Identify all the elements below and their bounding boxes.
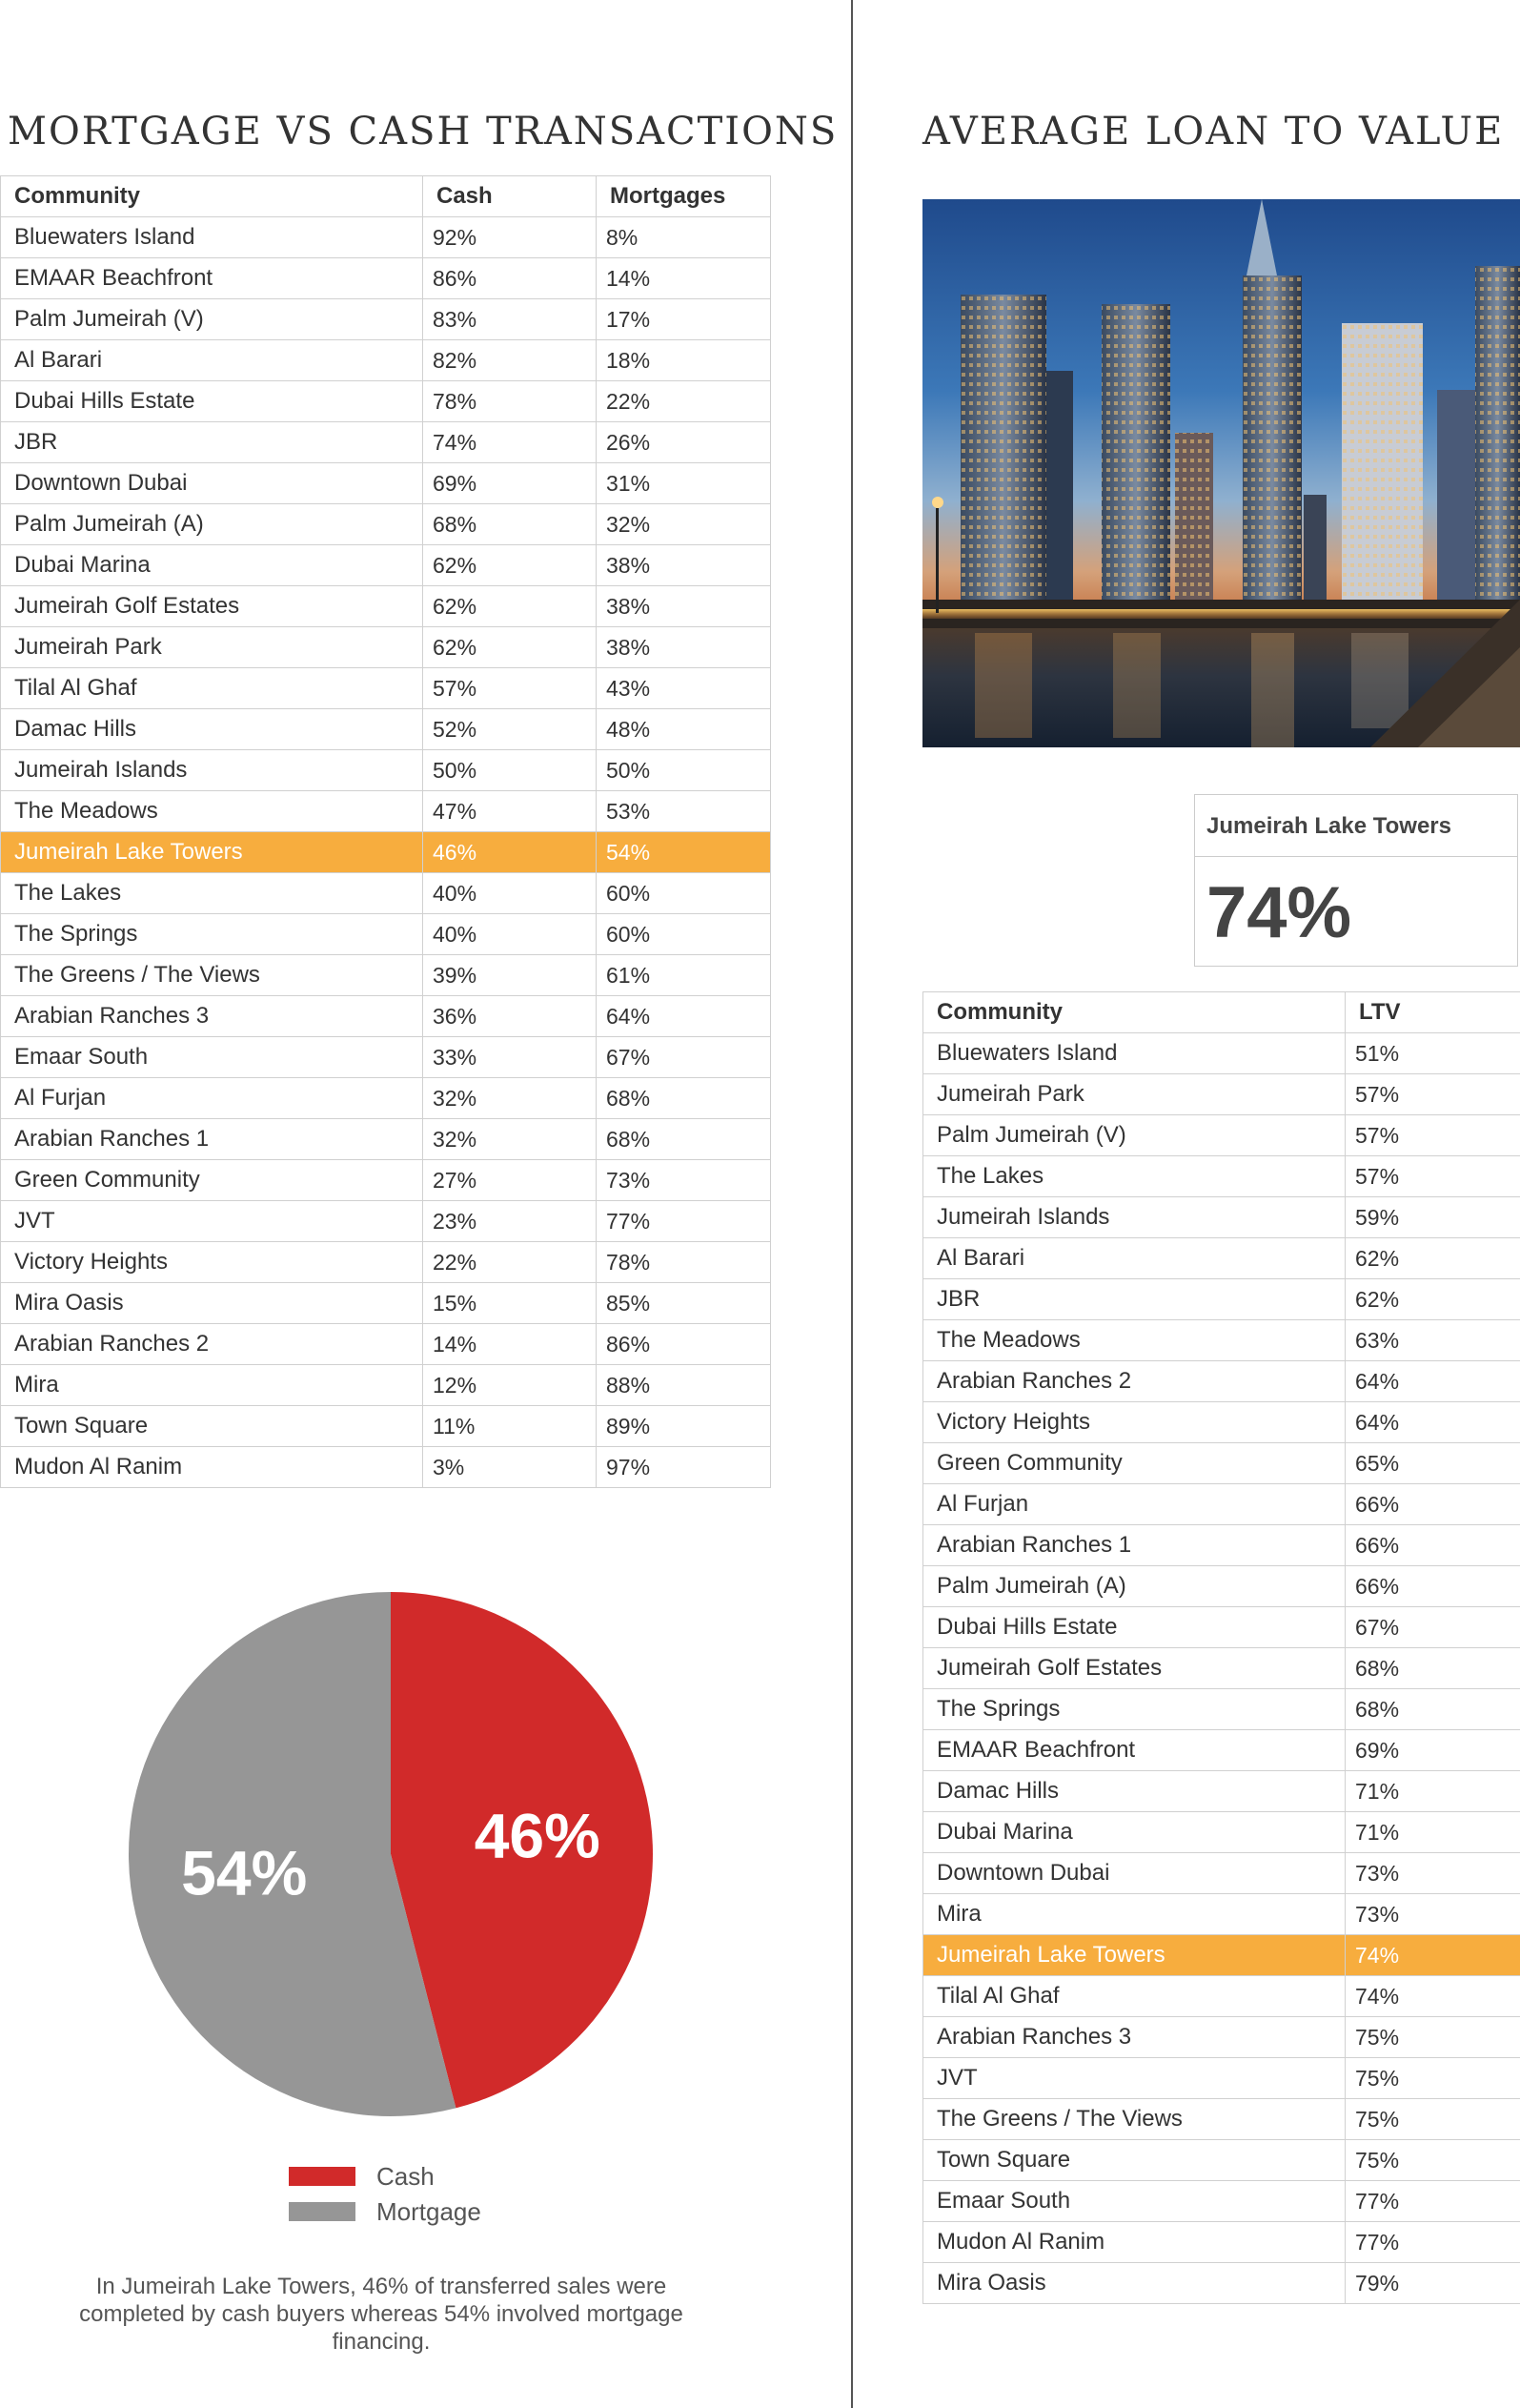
mortgages-cell: 73% [597, 1160, 771, 1201]
table-header-row [923, 992, 1520, 1033]
community-cell: Jumeirah Golf Estates [923, 1648, 1346, 1689]
ltv-cell: 79% [1346, 2263, 1520, 2304]
community-column-header: Community [923, 992, 1346, 1033]
table-row [1, 1324, 771, 1365]
mortgages-cell: 50% [597, 750, 771, 791]
table-row [923, 1320, 1520, 1361]
cash-cell: 27% [423, 1160, 597, 1201]
mortgages-cell: 48% [597, 709, 771, 750]
table-row [923, 1033, 1520, 1074]
table-row [923, 1197, 1520, 1238]
mortgages-cell: 17% [597, 299, 771, 340]
community-cell: The Meadows [923, 1320, 1346, 1361]
community-cell: Al Furjan [923, 1484, 1346, 1525]
mortgages-cell: 60% [597, 914, 771, 955]
community-cell: Victory Heights [1, 1242, 423, 1283]
table-row [923, 1648, 1520, 1689]
table-row [1, 1406, 771, 1447]
cash-cell: 78% [423, 381, 597, 422]
community-cell: Jumeirah Lake Towers [923, 1935, 1346, 1976]
ltv-cell: 57% [1346, 1115, 1520, 1156]
ltv-cell: 67% [1346, 1607, 1520, 1648]
table-row [1, 1037, 771, 1078]
ltv-cell: 66% [1346, 1525, 1520, 1566]
mortgages-cell: 60% [597, 873, 771, 914]
mortgages-cell: 54% [597, 832, 771, 873]
community-cell: The Lakes [923, 1156, 1346, 1197]
table-row-highlighted [1, 832, 771, 873]
table-row [923, 1443, 1520, 1484]
community-cell: JBR [923, 1279, 1346, 1320]
cash-vs-mortgage-pie-chart [124, 1587, 658, 2121]
table-row [923, 2140, 1520, 2181]
community-cell: The Lakes [1, 873, 423, 914]
ltv-column-header: LTV [1346, 992, 1520, 1033]
mortgages-cell: 67% [597, 1037, 771, 1078]
cash-cell: 32% [423, 1078, 597, 1119]
community-cell: Mira Oasis [923, 2263, 1346, 2304]
community-cell: Tilal Al Ghaf [923, 1976, 1346, 2017]
community-cell: Bluewaters Island [1, 217, 423, 258]
ltv-cell: 77% [1346, 2181, 1520, 2222]
cash-cell: 62% [423, 586, 597, 627]
community-cell: Palm Jumeirah (V) [1, 299, 423, 340]
ltv-highlight-card [1194, 794, 1518, 967]
mortgages-cell: 31% [597, 463, 771, 504]
ltv-cell: 69% [1346, 1730, 1520, 1771]
mortgages-cell: 64% [597, 996, 771, 1037]
community-cell: Green Community [923, 1443, 1346, 1484]
table-row [1, 463, 771, 504]
community-cell: Victory Heights [923, 1402, 1346, 1443]
ltv-cell: 51% [1346, 1033, 1520, 1074]
cash-cell: 62% [423, 545, 597, 586]
mortgages-cell: 43% [597, 668, 771, 709]
community-cell: The Greens / The Views [923, 2099, 1346, 2140]
ltv-cell: 71% [1346, 1771, 1520, 1812]
table-row [923, 1525, 1520, 1566]
cash-cell: 22% [423, 1242, 597, 1283]
mortgages-cell: 85% [597, 1283, 771, 1324]
highlight-ltv-value: 74% [1206, 872, 1352, 953]
community-cell: Arabian Ranches 1 [923, 1525, 1346, 1566]
mortgages-cell: 32% [597, 504, 771, 545]
ltv-cell: 75% [1346, 2099, 1520, 2140]
mortgages-cell: 53% [597, 791, 771, 832]
cash-cell: 62% [423, 627, 597, 668]
table-row [923, 1115, 1520, 1156]
cash-cell: 15% [423, 1283, 597, 1324]
ltv-cell: 75% [1346, 2058, 1520, 2099]
table-row [1, 750, 771, 791]
community-cell: Mira [923, 1894, 1346, 1935]
community-cell: Al Furjan [1, 1078, 423, 1119]
community-cell: Tilal Al Ghaf [1, 668, 423, 709]
community-cell: Mudon Al Ranim [923, 2222, 1346, 2263]
cash-cell: 40% [423, 914, 597, 955]
community-cell: Emaar South [1, 1037, 423, 1078]
cash-cell: 82% [423, 340, 597, 381]
table-row-highlighted [923, 1935, 1520, 1976]
community-cell: Town Square [1, 1406, 423, 1447]
cash-cell: 23% [423, 1201, 597, 1242]
table-row [923, 2099, 1520, 2140]
community-cell: JBR [1, 422, 423, 463]
community-cell: Palm Jumeirah (A) [1, 504, 423, 545]
table-row [923, 1894, 1520, 1935]
table-row [1, 1119, 771, 1160]
cash-cell: 46% [423, 832, 597, 873]
community-cell: Emaar South [923, 2181, 1346, 2222]
cash-cell: 14% [423, 1324, 597, 1365]
ltv-table [922, 991, 1520, 2304]
mortgages-cell: 78% [597, 1242, 771, 1283]
mortgages-cell: 22% [597, 381, 771, 422]
legend-cash-label: Cash [376, 2162, 435, 2191]
mortgages-cell: 26% [597, 422, 771, 463]
mortgages-cell: 61% [597, 955, 771, 996]
community-cell: EMAAR Beachfront [923, 1730, 1346, 1771]
ltv-cell: 75% [1346, 2140, 1520, 2181]
table-row [923, 1730, 1520, 1771]
mortgages-cell: 38% [597, 545, 771, 586]
table-row [923, 1156, 1520, 1197]
ltv-cell: 71% [1346, 1812, 1520, 1853]
cash-cell: 39% [423, 955, 597, 996]
table-row [923, 1566, 1520, 1607]
table-row [1, 1365, 771, 1406]
ltv-cell: 65% [1346, 1443, 1520, 1484]
mortgage-vs-cash-title: MORTGAGE VS CASH TRANSACTIONS [8, 110, 839, 153]
ltv-cell: 57% [1346, 1074, 1520, 1115]
mortgages-cell: 68% [597, 1119, 771, 1160]
ltv-cell: 64% [1346, 1402, 1520, 1443]
community-cell: Damac Hills [1, 709, 423, 750]
table-row [1, 996, 771, 1037]
community-cell: The Greens / The Views [1, 955, 423, 996]
mortgages-cell: 18% [597, 340, 771, 381]
table-row [1, 299, 771, 340]
table-row [923, 2263, 1520, 2304]
community-column-header: Community [1, 176, 423, 217]
center-divider [851, 0, 853, 2408]
table-row [1, 627, 771, 668]
community-cell: Green Community [1, 1160, 423, 1201]
community-cell: JVT [1, 1201, 423, 1242]
pie-caption: In Jumeirah Lake Towers, 46% of transferred sales were completed by cash buyers whereas 54% involved mortgage financing. [79, 2274, 683, 2355]
community-cell: Mudon Al Ranim [1, 1447, 423, 1488]
table-row [923, 1361, 1520, 1402]
table-row [1, 586, 771, 627]
table-row [1, 914, 771, 955]
community-cell: Palm Jumeirah (V) [923, 1115, 1346, 1156]
table-row [923, 2058, 1520, 2099]
cash-cell: 32% [423, 1119, 597, 1160]
community-cell: Dubai Marina [1, 545, 423, 586]
community-cell: Dubai Marina [923, 1812, 1346, 1853]
table-row [1, 340, 771, 381]
ltv-cell: 75% [1346, 2017, 1520, 2058]
cash-cell: 11% [423, 1406, 597, 1447]
ltv-cell: 74% [1346, 1976, 1520, 2017]
mortgages-cell: 38% [597, 627, 771, 668]
ltv-cell: 59% [1346, 1197, 1520, 1238]
table-row [923, 1853, 1520, 1894]
ltv-cell: 68% [1346, 1689, 1520, 1730]
table-row [923, 2017, 1520, 2058]
cash-cell: 36% [423, 996, 597, 1037]
community-cell: Arabian Ranches 2 [1, 1324, 423, 1365]
cash-cell: 47% [423, 791, 597, 832]
community-cell: EMAAR Beachfront [1, 258, 423, 299]
ltv-cell: 64% [1346, 1361, 1520, 1402]
table-row [923, 2181, 1520, 2222]
community-cell: Arabian Ranches 3 [923, 2017, 1346, 2058]
cash-cell: 57% [423, 668, 597, 709]
mortgages-cell: 86% [597, 1324, 771, 1365]
table-row [923, 1074, 1520, 1115]
table-header-row [1, 176, 771, 217]
community-cell: Arabian Ranches 1 [1, 1119, 423, 1160]
ltv-cell: 57% [1346, 1156, 1520, 1197]
table-row [1, 1078, 771, 1119]
table-row [1, 422, 771, 463]
cash-cell: 86% [423, 258, 597, 299]
mortgages-cell: 14% [597, 258, 771, 299]
cash-cell: 50% [423, 750, 597, 791]
mortgages-cell: 88% [597, 1365, 771, 1406]
community-cell: Downtown Dubai [923, 1853, 1346, 1894]
mortgage-vs-cash-table [0, 175, 771, 1488]
table-row [1, 258, 771, 299]
community-cell: The Springs [923, 1689, 1346, 1730]
mortgages-cell: 77% [597, 1201, 771, 1242]
table-row [1, 709, 771, 750]
table-row [1, 873, 771, 914]
community-cell: Jumeirah Park [923, 1074, 1346, 1115]
mortgages-cell: 97% [597, 1447, 771, 1488]
table-row [923, 1607, 1520, 1648]
community-cell: Damac Hills [923, 1771, 1346, 1812]
cash-cell: 83% [423, 299, 597, 340]
table-row [923, 1689, 1520, 1730]
community-cell: Mira [1, 1365, 423, 1406]
ltv-cell: 62% [1346, 1238, 1520, 1279]
ltv-cell: 68% [1346, 1648, 1520, 1689]
ltv-cell: 62% [1346, 1279, 1520, 1320]
pie-label-cash: 46% [474, 1800, 600, 1871]
table-row [1, 217, 771, 258]
community-cell: Jumeirah Golf Estates [1, 586, 423, 627]
legend-cash-swatch [289, 2167, 355, 2186]
community-cell: Jumeirah Islands [1, 750, 423, 791]
community-cell: The Meadows [1, 791, 423, 832]
community-cell: Al Barari [923, 1238, 1346, 1279]
mortgages-column-header: Mortgages [597, 176, 771, 217]
table-row [1, 1283, 771, 1324]
legend-mortgage-swatch [289, 2202, 355, 2221]
table-row [923, 2222, 1520, 2263]
table-row [1, 1242, 771, 1283]
community-cell: Dubai Hills Estate [1, 381, 423, 422]
cash-cell: 74% [423, 422, 597, 463]
table-row [923, 1812, 1520, 1853]
average-ltv-title: AVERAGE LOAN TO VALUE [922, 110, 1505, 153]
cash-cell: 40% [423, 873, 597, 914]
community-cell: Jumeirah Lake Towers [1, 832, 423, 873]
ltv-cell: 73% [1346, 1853, 1520, 1894]
table-row [1, 1160, 771, 1201]
legend-mortgage-label: Mortgage [376, 2197, 481, 2226]
ltv-cell: 77% [1346, 2222, 1520, 2263]
table-row [923, 1484, 1520, 1525]
community-cell: The Springs [1, 914, 423, 955]
mortgages-cell: 38% [597, 586, 771, 627]
community-cell: Mira Oasis [1, 1283, 423, 1324]
city-skyline-photo [922, 199, 1520, 747]
table-row [1, 381, 771, 422]
cash-column-header: Cash [423, 176, 597, 217]
cash-cell: 52% [423, 709, 597, 750]
community-cell: Arabian Ranches 3 [1, 996, 423, 1037]
cash-cell: 69% [423, 463, 597, 504]
table-row [1, 504, 771, 545]
ltv-cell: 66% [1346, 1484, 1520, 1525]
table-row [923, 1976, 1520, 2017]
pie-label-mortgage: 54% [181, 1837, 308, 1908]
table-row [1, 955, 771, 996]
highlight-community-name: Jumeirah Lake Towers [1195, 795, 1517, 857]
community-cell: Arabian Ranches 2 [923, 1361, 1346, 1402]
table-row [1, 1447, 771, 1488]
table-row [1, 791, 771, 832]
table-row [923, 1238, 1520, 1279]
table-row [1, 1201, 771, 1242]
community-cell: Dubai Hills Estate [923, 1607, 1346, 1648]
mortgages-cell: 8% [597, 217, 771, 258]
community-cell: JVT [923, 2058, 1346, 2099]
mortgages-cell: 89% [597, 1406, 771, 1447]
community-cell: Palm Jumeirah (A) [923, 1566, 1346, 1607]
cash-cell: 92% [423, 217, 597, 258]
community-cell: Town Square [923, 2140, 1346, 2181]
ltv-cell: 66% [1346, 1566, 1520, 1607]
community-cell: Al Barari [1, 340, 423, 381]
ltv-cell: 73% [1346, 1894, 1520, 1935]
cash-cell: 33% [423, 1037, 597, 1078]
community-cell: Bluewaters Island [923, 1033, 1346, 1074]
table-row [1, 668, 771, 709]
community-cell: Jumeirah Islands [923, 1197, 1346, 1238]
community-cell: Downtown Dubai [1, 463, 423, 504]
cash-cell: 68% [423, 504, 597, 545]
ltv-cell: 63% [1346, 1320, 1520, 1361]
cash-cell: 3% [423, 1447, 597, 1488]
table-row [923, 1279, 1520, 1320]
community-cell: Jumeirah Park [1, 627, 423, 668]
mortgages-cell: 68% [597, 1078, 771, 1119]
table-row [923, 1771, 1520, 1812]
table-row [923, 1402, 1520, 1443]
table-row [1, 545, 771, 586]
cash-cell: 12% [423, 1365, 597, 1406]
ltv-cell: 74% [1346, 1935, 1520, 1976]
